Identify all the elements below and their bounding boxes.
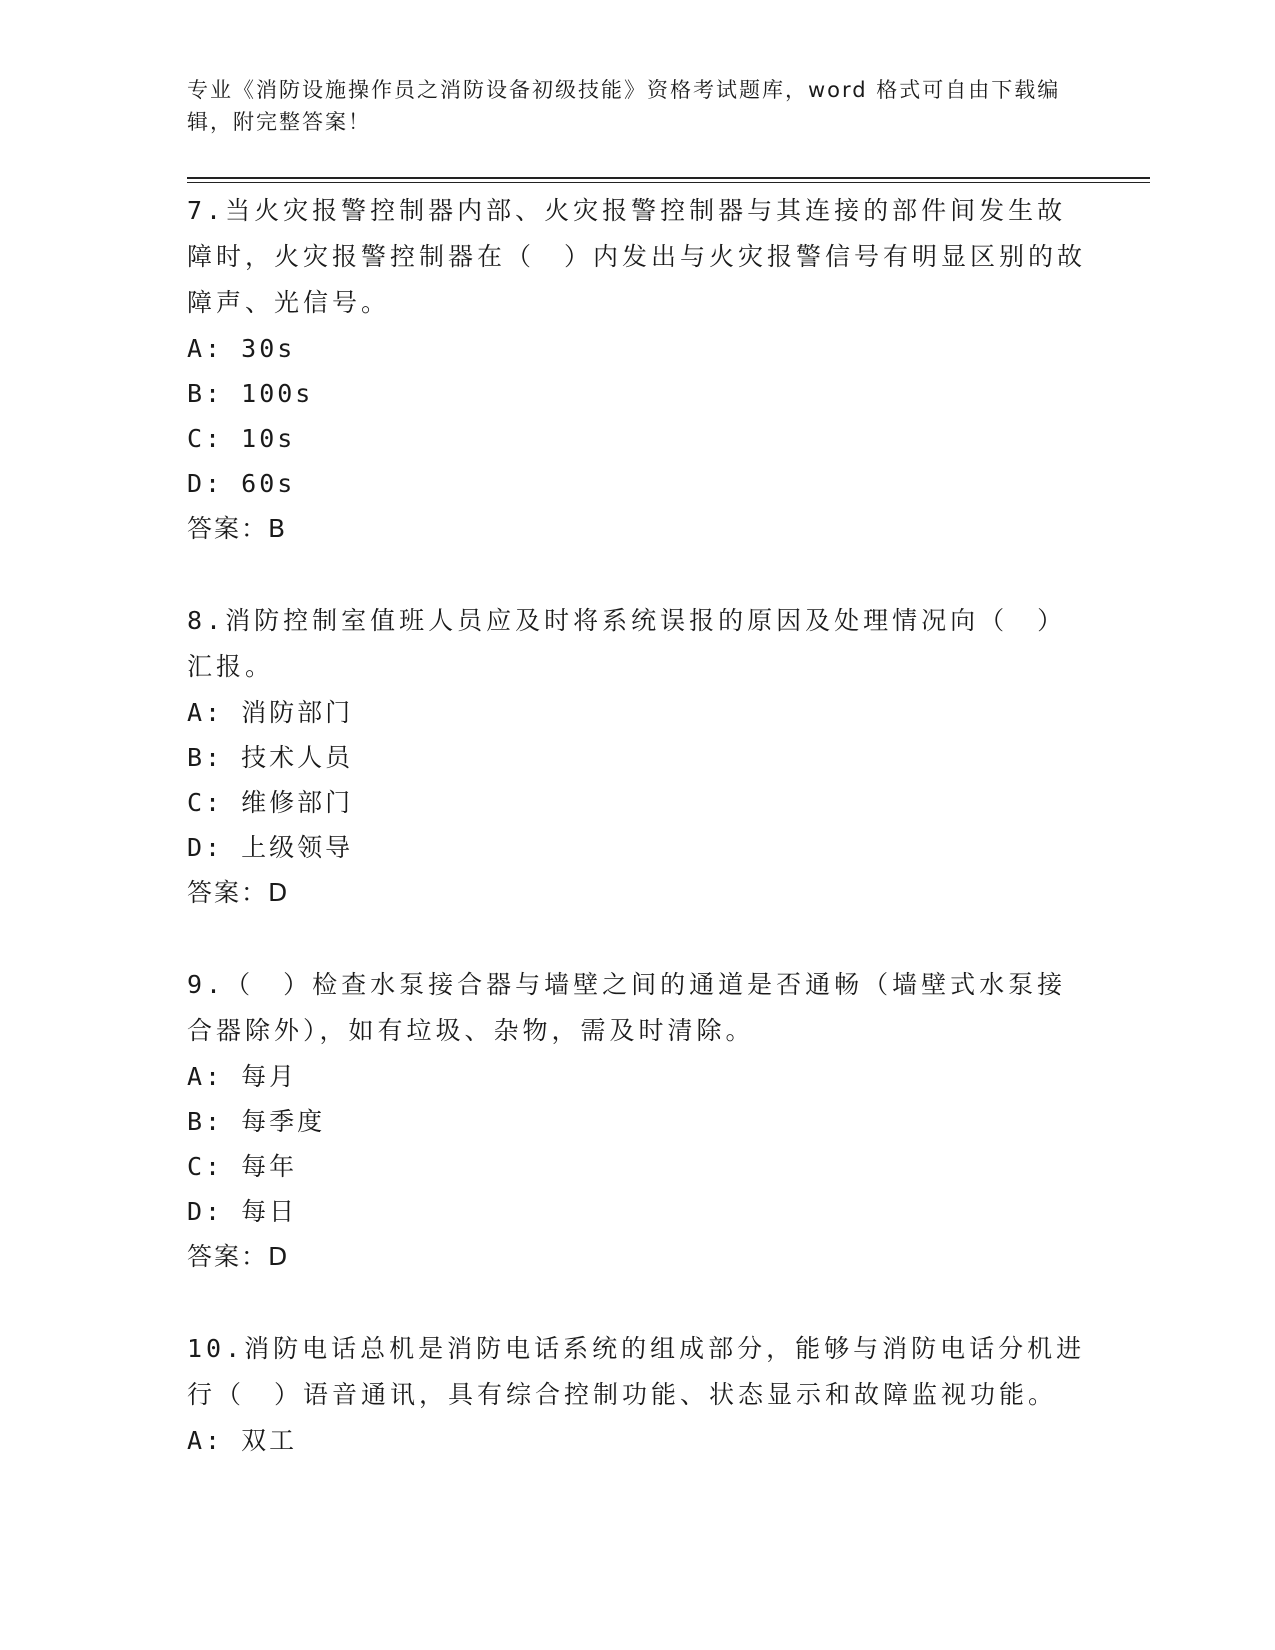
- question-7: [187, 188, 1087, 552]
- option-d: D: 上级领导: [187, 833, 354, 862]
- header-divider-thin: [187, 182, 1150, 183]
- question-text: 8.消防控制室值班人员应及时将系统误报的原因及处理情况向（ ）汇报。: [187, 606, 1067, 681]
- option-a: A: 消防部门: [187, 698, 354, 727]
- option-a: A: 30s: [187, 334, 296, 363]
- question-list: [187, 188, 1087, 1463]
- question-text: 9.（ ）检查水泵接合器与墙壁之间的通道是否通畅（墙壁式水泵接合器除外），如有垃圾、杂物，需及时清除。: [187, 970, 1067, 1045]
- answer: 答案：D: [187, 1242, 290, 1271]
- option-c: C: 维修部门: [187, 788, 354, 817]
- question-text: 7.当火灾报警控制器内部、火灾报警控制器与其连接的部件间发生故障时，火灾报警控制器在（ ）内发出与火灾报警信号有明显区别的故障声、光信号。: [187, 196, 1087, 317]
- question-8: [187, 598, 1087, 916]
- document-header: 专业《消防设施操作员之消防设备初级技能》资格考试题库，word 格式可自由下载编辑，附完整答案！: [187, 78, 1061, 134]
- question-text: 10.消防电话总机是消防电话系统的组成部分，能够与消防电话分机进行（ ）语音通讯，具有综合控制功能、状态显示和故障监视功能。: [187, 1334, 1086, 1409]
- option-b: B: 每季度: [187, 1107, 326, 1136]
- option-d: D: 60s: [187, 469, 296, 498]
- option-a: A: 双工: [187, 1426, 298, 1455]
- option-c: C: 10s: [187, 424, 296, 453]
- header-divider-thick: [187, 177, 1150, 179]
- answer: 答案：B: [187, 514, 288, 543]
- option-b: B: 100s: [187, 379, 314, 408]
- answer: 答案：D: [187, 878, 290, 907]
- question-9: [187, 962, 1087, 1280]
- option-a: A: 每月: [187, 1062, 298, 1091]
- option-d: D: 每日: [187, 1197, 298, 1226]
- option-c: C: 每年: [187, 1152, 298, 1181]
- option-b: B: 技术人员: [187, 743, 354, 772]
- spacer: [187, 916, 1087, 962]
- spacer: [187, 552, 1087, 598]
- question-10: [187, 1326, 1087, 1463]
- spacer: [187, 1280, 1087, 1326]
